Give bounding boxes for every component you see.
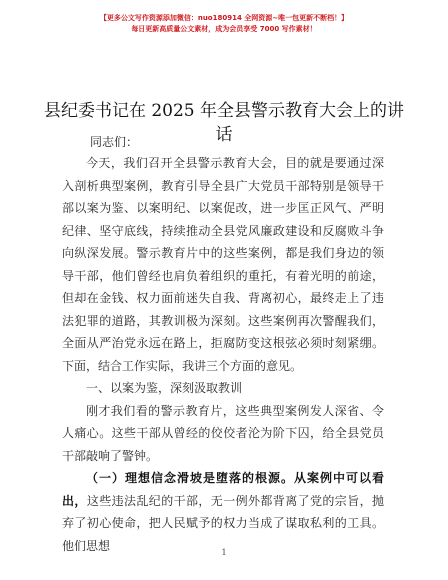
promo-banner-line-2: 每日更新高质量公文素材，成为会员享受 7000 写作素材！	[131, 25, 317, 33]
paragraph-intro: 今天，我们召开全县警示教育大会，目的就是要通过深入剖析典型案例，教育引导全县广大党员干部特别是领导干部以案为鉴、以案明纪、以案促改，进一步匡正风气、严明纪律、坚守底线，持续推动全县党风廉政建设和反腐败斗争向纵深发展。警示教育片中的这些案例，都是我们身边的领导干部，他们曾经也肩负着组织的重托，有着光明的前途，但却在金钱、权力面前迷失自我、背离初心，最终走上了违法犯罪的道路，其教训极为深刻。这些案例再次警醒我们，全面从严治党永远在路上，拒腐防变这根弦必须时刻紧绷。下面，结合工作实际，我讲三个方面的意见。	[62, 156, 384, 373]
salutation: 同志们：	[90, 135, 139, 149]
page-number: 1	[221, 548, 227, 557]
subsection-1-heading: （一）理想信念滑坡是堕落的根源。从案例中可以看出，	[62, 471, 384, 508]
promo-banner-line-1: 【更多公文写作资源添加微信：nuo180914 全网资源~唯一包更新不断档！】	[99, 14, 349, 22]
subsection-1-text: 这些违法乱纪的干部，无一例外都背离了党的宗旨，抛弃了初心使命，把人民赋予的权力当成了谋取私利的工具。他们思想	[62, 493, 384, 553]
subsection-1	[62, 467, 384, 557]
paragraph-2: 刚才我们看的警示教育片，这些典型案例发人深省、令人痛心。这些干部从曾经的佼佼者沦为阶下囚，给全县党员干部敲响了警钟。	[62, 403, 384, 463]
section-heading-1: 一、以案为鉴，深刻汲取教训	[86, 381, 243, 395]
body-section	[62, 152, 384, 557]
document-title: 县纪委书记在 2025 年全县警示教育大会上的讲话	[43, 101, 405, 146]
